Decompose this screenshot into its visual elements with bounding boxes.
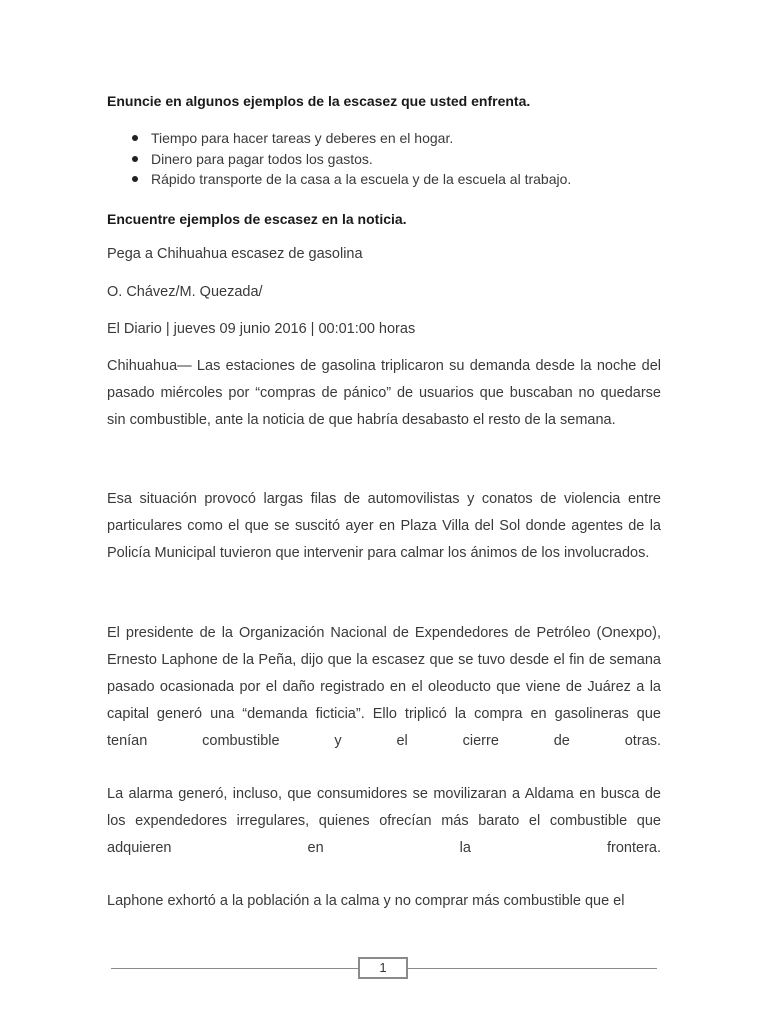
section2-heading: Encuentre ejemplos de escasez en la noticia. <box>107 211 407 227</box>
bullet-icon <box>132 135 138 141</box>
section1-heading: Enuncie en algunos ejemplos de la escasez que usted enfrenta. <box>107 93 531 109</box>
list-item-text: Tiempo para hacer tareas y deberes en el hogar. <box>151 130 454 146</box>
scarcity-examples-list <box>107 128 571 190</box>
list-item <box>107 169 571 190</box>
news-headline: Pega a Chihuahua escasez de gasolina <box>107 246 363 262</box>
news-paragraph-3: El presidente de la Organización Nacional de Expendedores de Petróleo (Onexpo), Ernesto Laphone de la Peña, dijo que la escasez que se tuvo desde el fin de semana pasado ocasionada por el daño registrado en el oleoducto que viene de Juárez a la capital generó una “demanda ficticia”. Ello triplicó la compra en gasolineras que tenían combustible y el cierre de otras. <box>107 625 661 749</box>
news-paragraph-5: Laphone exhortó a la población a la calma y no comprar más combustible que el <box>107 893 625 909</box>
news-paragraph-2: Esa situación provocó largas filas de automovilistas y conatos de violencia entre particulares como el que se suscitó ayer en Plaza Villa del Sol donde agentes de la Policía Municipal tuvieron que intervenir para calmar los ánimos de los involucrados. <box>107 491 661 561</box>
news-paragraph-1: Chihuahua— Las estaciones de gasolina triplicaron su demanda desde la noche del pasado miércoles por “compras de pánico” de usuarios que buscaban no quedarse sin combustible, ante la noticia de que habría desabasto el resto de la semana. <box>107 358 661 428</box>
page-number: 1 <box>358 957 408 979</box>
list-item-text: Rápido transporte de la casa a la escuela y de la escuela al trabajo. <box>151 171 572 187</box>
list-item <box>107 128 571 149</box>
list-item <box>107 149 571 170</box>
bullet-icon <box>132 156 138 162</box>
list-item-text: Dinero para pagar todos los gastos. <box>151 150 373 167</box>
news-paragraph-4: La alarma generó, incluso, que consumidores se movilizaran a Aldama en busca de los expendedores irregulares, quienes ofrecían más barato el combustible que adquieren en la frontera. <box>107 786 661 856</box>
bullet-icon <box>132 176 138 182</box>
news-dateline: El Diario | jueves 09 junio 2016 | 00:01:00 horas <box>107 321 416 337</box>
news-byline: O. Chávez/M. Quezada/ <box>107 284 263 300</box>
